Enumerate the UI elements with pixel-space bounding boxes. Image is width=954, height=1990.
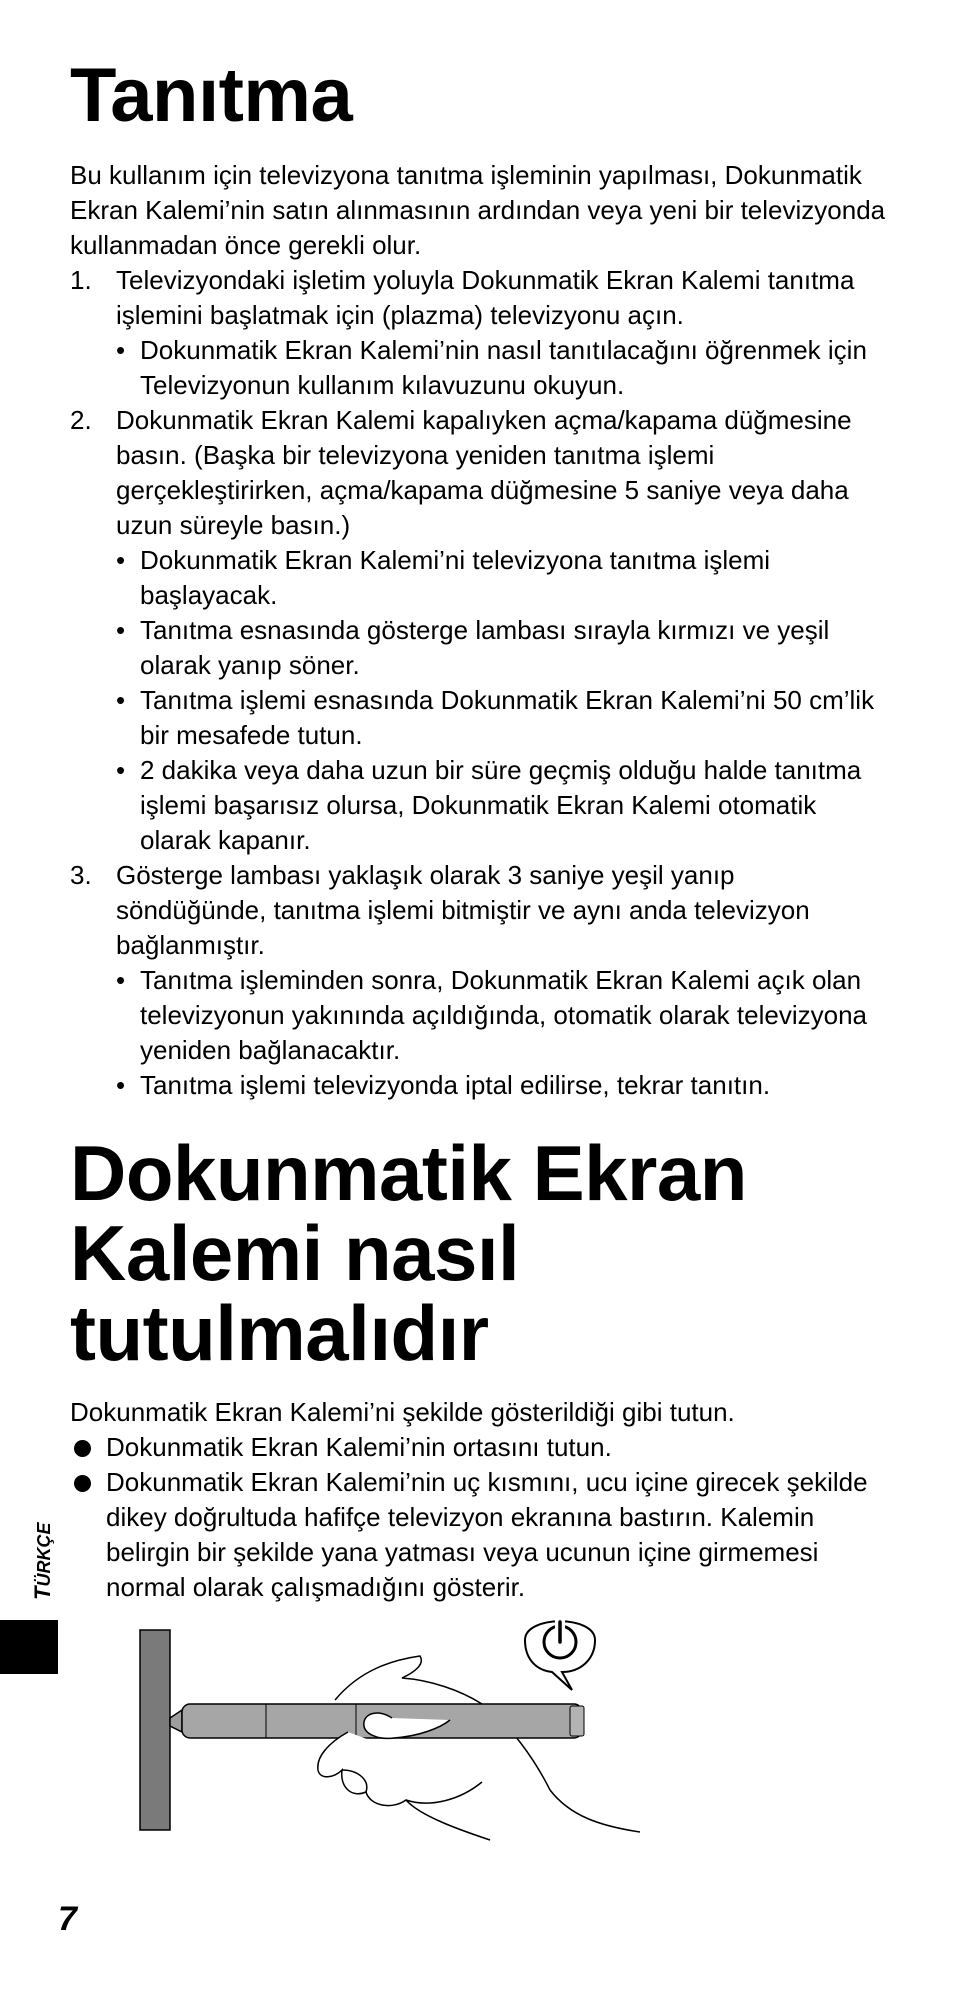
holding-intro: Dokunmatik Ekran Kalemi’ni şekilde gösterildiği gibi tutun.: [70, 1397, 735, 1427]
bullet-text: Dokunmatik Ekran Kalemi’nin nasıl tanıtılacağını öğrenmek için Televizyonun kullanım kılavuzunu okuyun.: [140, 335, 867, 400]
hand-outline: [335, 1656, 640, 1832]
bullet-marker: •: [116, 965, 126, 995]
bullet-item: [116, 753, 890, 858]
bullet-item: [116, 333, 890, 403]
title-line: tutulmalıdır: [70, 1289, 489, 1377]
holding-bullet-item: [70, 1465, 890, 1605]
bullet-text: 2 dakika veya daha uzun bir süre geçmiş olduğu halde tanıtma işlemi başarısız olursa, Dokunmatik Ekran Kalemi otomatik olarak kapanır.: [140, 755, 862, 855]
pen-holding-illustration: [130, 1620, 650, 1850]
power-icon: [525, 1620, 595, 1690]
bullet-item: [116, 543, 890, 613]
step-item: [70, 858, 890, 1103]
step-item: [70, 403, 890, 858]
step-bullets: [116, 963, 890, 1103]
title-line: Dokunmatik Ekran: [70, 1129, 747, 1217]
bullet-dot: [74, 1475, 91, 1492]
bullet-item: [116, 1068, 890, 1103]
bullet-item: [116, 683, 890, 753]
bullet-marker: •: [116, 685, 126, 715]
step-bullets: [116, 333, 890, 403]
bullet-marker: •: [116, 755, 126, 785]
bullet-marker: •: [116, 545, 126, 575]
language-side-label: [30, 1523, 56, 1600]
holding-bullet-item: [70, 1430, 890, 1465]
bullet-item: [116, 613, 890, 683]
step-bullets: [116, 543, 890, 858]
bullet-marker: •: [116, 615, 126, 645]
bullet-marker: •: [116, 335, 126, 365]
step-text: Dokunmatik Ekran Kalemi kapalıyken açma/kapama düğmesine basın. (Başka bir televizyona yeniden tanıtma işlemi gerçekleştirirken, açma/kapama düğmesine 5 saniye veya daha uzun süreyle basın.): [116, 405, 852, 540]
side-label-rest: ÜRKÇE: [34, 1522, 54, 1587]
step-item: [70, 263, 890, 403]
bullet-text: Tanıtma işleminden sonra, Dokunmatik Ekran Kalemi açık olan televizyonun yakınında açıldığında, otomatik olarak televizyona yeniden bağlanacaktır.: [140, 965, 867, 1065]
step-text: Gösterge lambası yaklaşık olarak 3 saniye yeşil yanıp söndüğünde, tanıtma işlemi bitmiştir ve aynı anda televizyon bağlanmıştır.: [116, 860, 810, 960]
page-content: [70, 54, 890, 1605]
holding-bullets: [70, 1430, 890, 1605]
step-number: 2.: [70, 405, 92, 435]
bullet-text: Dokunmatik Ekran Kalemi’nin uç kısmını, ucu içine girecek şekilde dikey doğrultuda hafifçe televizyon ekranına bastırın. Kalemin belirgin bir şekilde yana yatması veya ucunun içine girmemesi normal olarak çalışmadığını gösterir.: [106, 1467, 868, 1602]
bullet-text: Tanıtma işlemi esnasında Dokunmatik Ekran Kalemi’ni 50 cm’lik bir mesafede tutun.: [140, 685, 875, 750]
bullet-text: Tanıtma işlemi televizyonda iptal edilirse, tekrar tanıtın.: [140, 1070, 771, 1100]
bullet-text: Dokunmatik Ekran Kalemi’ni televizyona tanıtma işlemi başlayacak.: [140, 545, 771, 610]
bullet-dot: [74, 1440, 91, 1457]
title-line: Kalemi nasıl: [70, 1209, 520, 1297]
side-label-initial: T: [30, 1586, 55, 1600]
section-title-tanitma: Tanıtma: [70, 53, 353, 138]
bullet-text: Tanıtma esnasında gösterge lambası sırayla kırmızı ve yeşil olarak yanıp söner.: [140, 615, 830, 680]
intro-paragraph: Bu kullanım için televizyona tanıtma işleminin yapılması, Dokunmatik Ekran Kalemi’nin satın alınmasının ardından veya yeni bir televizyonda kullanmadan önce gerekli olur.: [70, 160, 886, 260]
step-number: 1.: [70, 265, 92, 295]
tv-screen-panel: [140, 1630, 170, 1830]
step-number: 3.: [70, 860, 92, 890]
language-tab-marker: [0, 1620, 58, 1674]
hand-fingers: [318, 1732, 482, 1806]
section-title-holding: [70, 1129, 890, 1377]
page-number: 7: [58, 1900, 77, 1938]
steps-list: [70, 263, 890, 1103]
bullet-text: Dokunmatik Ekran Kalemi’nin ortasını tutun.: [106, 1432, 612, 1462]
bullet-item: [116, 963, 890, 1068]
step-text: Televizyondaki işletim yoluyla Dokunmatik Ekran Kalemi tanıtma işlemini başlatmak için (plazma) televizyonu açın.: [116, 265, 855, 330]
bullet-marker: •: [116, 1070, 126, 1100]
